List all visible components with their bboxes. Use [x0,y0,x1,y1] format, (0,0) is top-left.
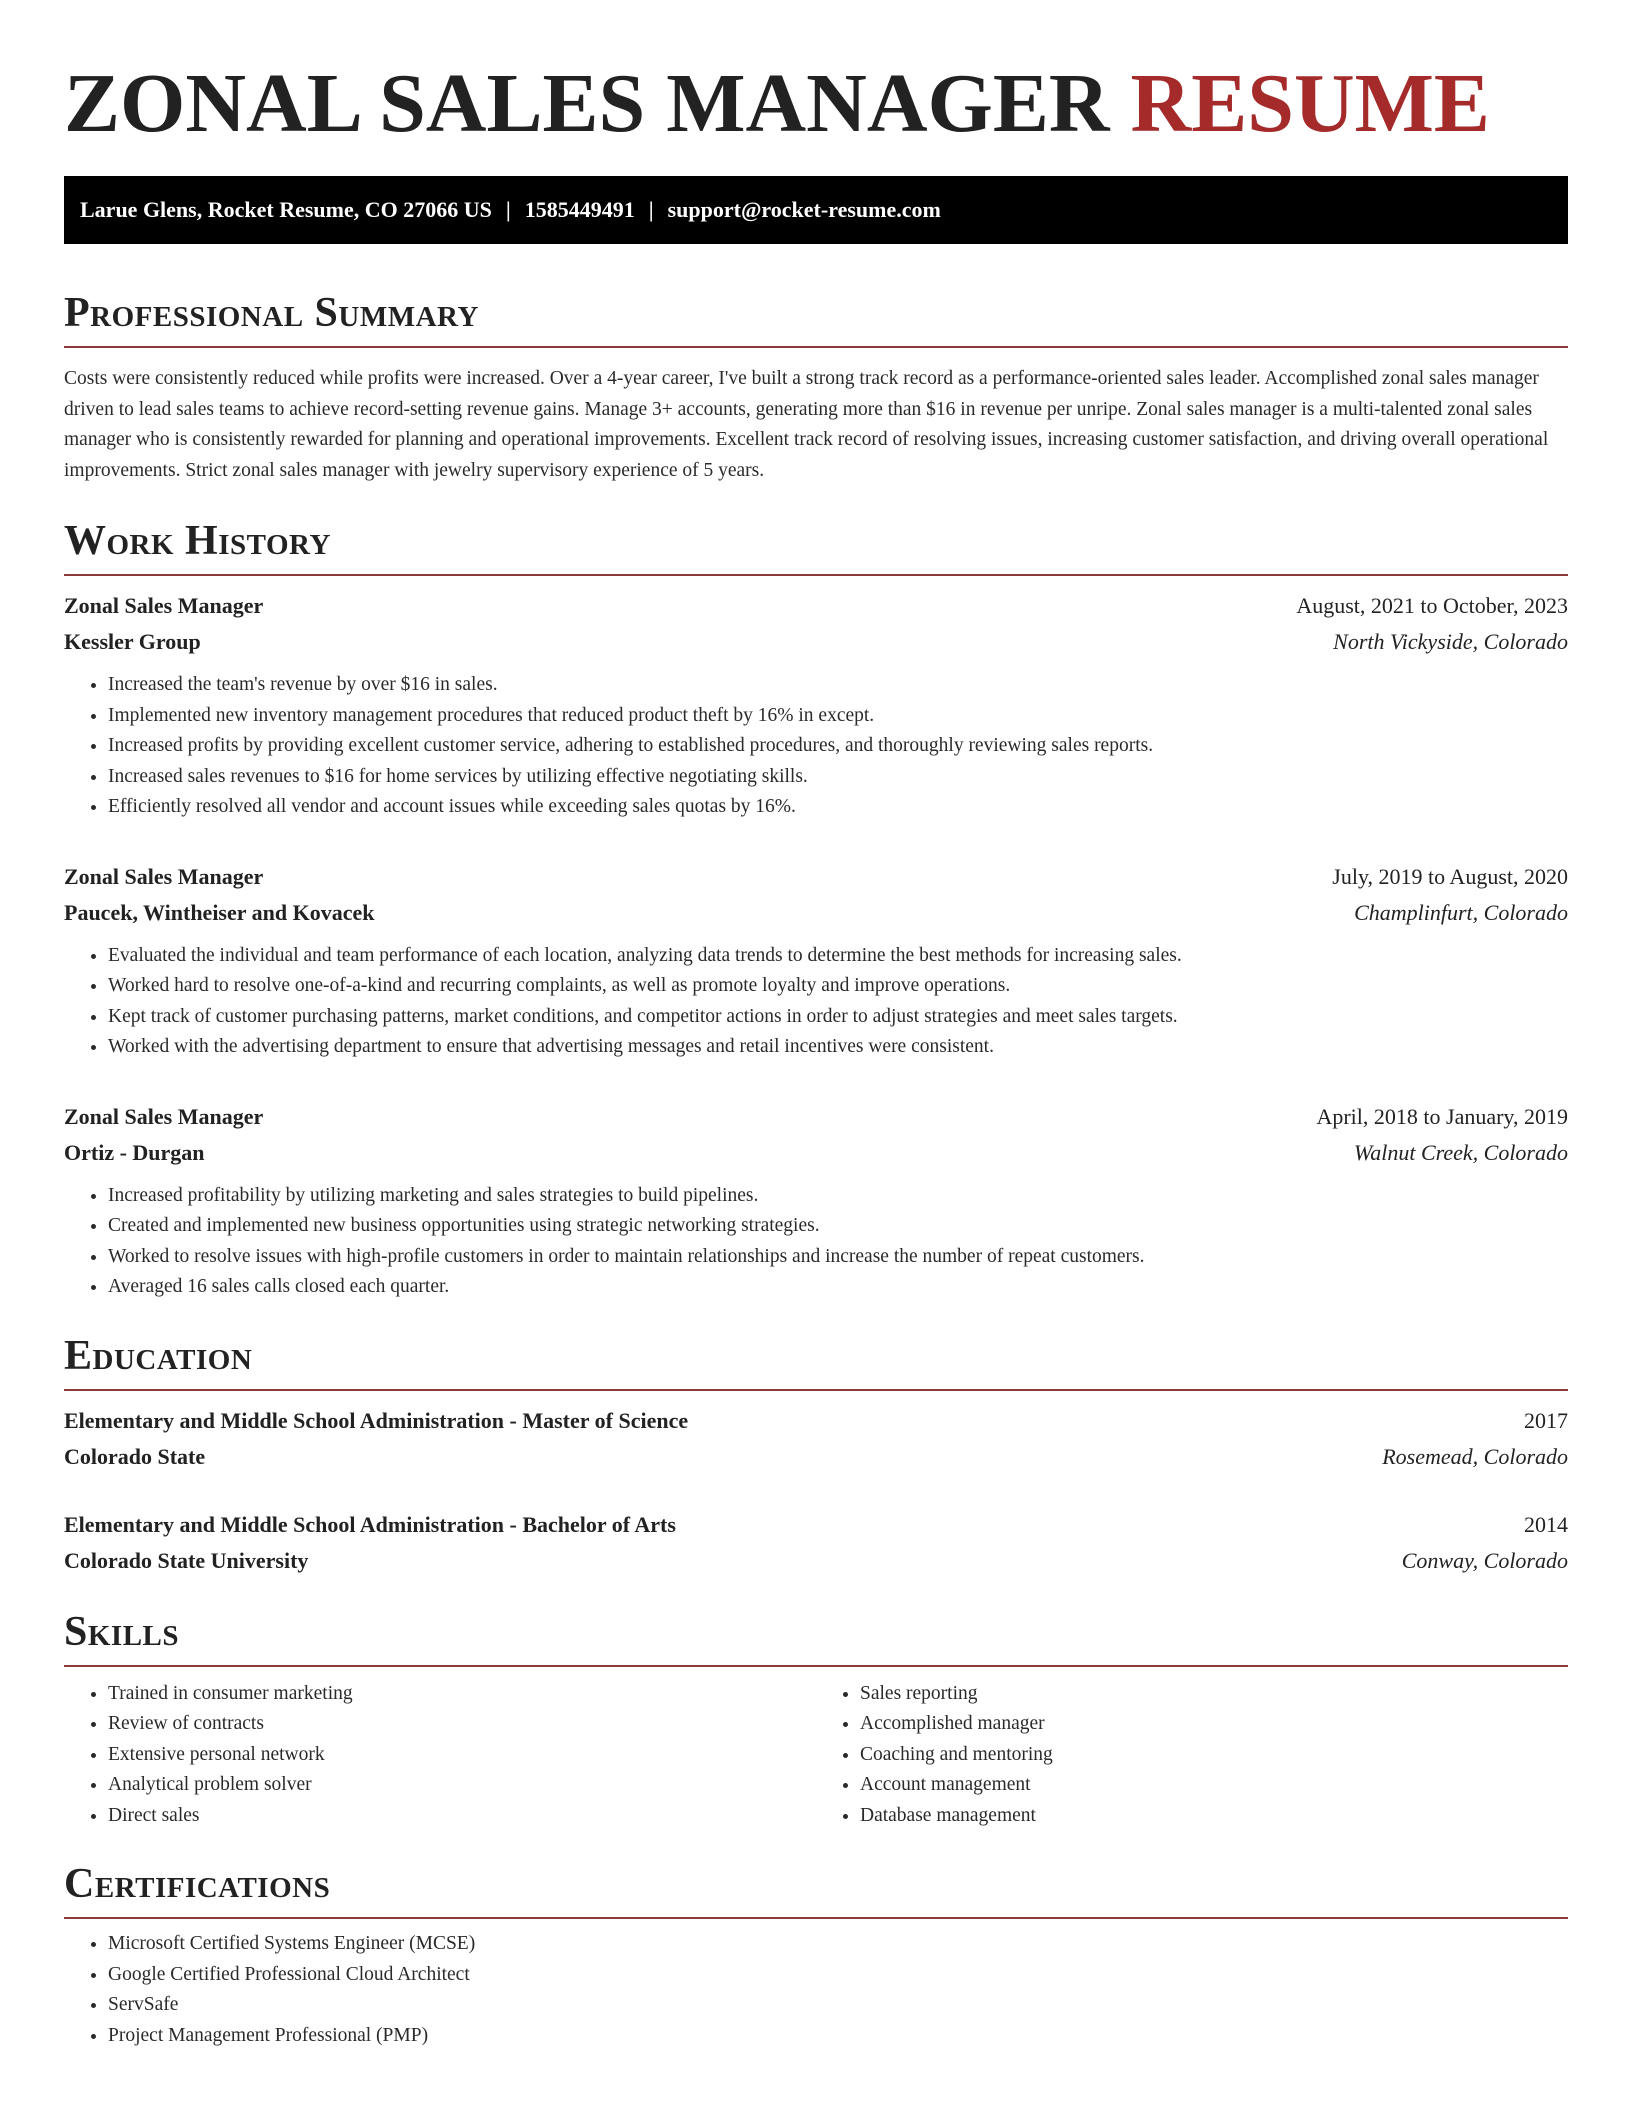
job-location: Champlinfurt, Colorado [1354,899,1568,925]
job-bullets [64,941,1568,1063]
certification-item: • Microsoft Certified Systems Engineer (MCSE) [108,1929,1568,1960]
skill-item: • Review of contracts [108,1709,816,1740]
skills-heading: Skills [64,1607,1568,1667]
job-bullet: • Worked to resolve issues with high-profile customers in order to maintain relationships and increase the number of repeat customers. [108,1242,1568,1273]
job-entry [64,1099,1568,1303]
job-bullet: • Worked hard to resolve one-of-a-kind and recurring complaints, as well as promote loyalty and improve operations. [108,971,1568,1002]
skills-section [64,1607,1568,1832]
education-school: Colorado State [64,1443,206,1469]
certifications-heading: Certifications [64,1859,1568,1919]
job-company-row [64,895,1568,931]
contact-separator: | [505,197,511,222]
education-heading: Education [64,1331,1568,1391]
job-company-row [64,1135,1568,1171]
education-year: 2017 [1524,1407,1568,1433]
job-dates: July, 2019 to August, 2020 [1332,863,1568,889]
job-bullets [64,670,1568,823]
job-bullet: • Increased profitability by utilizing marketing and sales strategies to build pipelines. [108,1181,1568,1212]
job-entry [64,588,1568,823]
skill-item: • Trained in consumer marketing [108,1679,816,1710]
job-bullet: • Increased profits by providing excellent customer service, adhering to established procedures, and thoroughly reviewing sales reports. [108,731,1568,762]
skill-item: • Analytical problem solver [108,1770,816,1801]
skills-grid [64,1679,1568,1832]
job-bullet: • Created and implemented new business opportunities using strategic networking strategies. [108,1211,1568,1242]
job-title: Zonal Sales Manager [64,863,264,889]
job-bullet: • Kept track of customer purchasing patterns, market conditions, and competitor actions in order to adjust strategies and meet sales targets. [108,1002,1568,1033]
job-title: Zonal Sales Manager [64,1103,264,1129]
job-header-row [64,859,1568,895]
contact-separator: | [648,197,654,222]
title-main: ZONAL SALES MANAGER [64,57,1110,150]
contact-bar [64,176,1568,244]
job-title: Zonal Sales Manager [64,593,264,618]
education-year: 2014 [1524,1511,1568,1537]
job-header-row [64,1099,1568,1135]
education-entry [64,1507,1568,1579]
skill-item: • Direct sales [108,1801,816,1832]
education-degree-row [64,1507,1568,1543]
work-history-heading: Work History [64,516,1568,576]
education-section [64,1331,1568,1579]
job-bullet: • Implemented new inventory management procedures that reduced product theft by 16% in except. [108,701,1568,732]
work-history-section [64,516,1568,1303]
education-degree-row [64,1403,1568,1439]
skill-item: • Extensive personal network [108,1740,816,1771]
education-degree: Elementary and Middle School Administration - Bachelor of Arts [64,1511,676,1537]
job-location: Walnut Creek, Colorado [1353,1139,1568,1165]
education-school-row [64,1439,1568,1475]
job-header-row [64,588,1568,624]
skill-item: • Accomplished manager [860,1709,1568,1740]
certification-item: • Google Certified Professional Cloud Architect [108,1960,1568,1991]
job-dates: August, 2021 to October, 2023 [1296,593,1568,618]
skills-list-left [64,1679,816,1832]
job-bullet: • Worked with the advertising department to ensure that advertising messages and retail incentives were consistent. [108,1032,1568,1063]
education-school-row [64,1543,1568,1579]
job-company-row [64,624,1568,660]
skill-item: • Sales reporting [860,1679,1568,1710]
job-bullet: • Evaluated the individual and team performance of each location, analyzing data trends to determine the best methods for increasing sales. [108,941,1568,972]
job-bullet: • Efficiently resolved all vendor and account issues while exceeding sales quotas by 16%. [108,792,1568,823]
summary-heading: Professional Summary [64,288,1568,348]
education-entry [64,1403,1568,1475]
summary-text: Costs were consistently reduced while profits were increased. Over a 4-year career, I've built a strong track record as a performance-oriented sales leader. Accomplished zonal sales manager driven to lead sales teams to achieve record-setting revenue gains. Manage 3+ accounts, generating more than $16 in revenue per unripe. Zonal sales manager is a multi-talented zonal sales manager who is consistently rewarded for planning and operational improvements. Excellent track record of resolving issues, increasing customer satisfaction, and driving overall operational improvements. Strict zonal sales manager with jewelry supervisory experience of 5 years. [64,368,1549,481]
job-company: Ortiz - Durgan [64,1139,205,1165]
certifications-section [64,1859,1568,2051]
skill-item: • Account management [860,1770,1568,1801]
job-bullet: • Increased sales revenues to $16 for home services by utilizing effective negotiating skills. [108,762,1568,793]
job-entry [64,859,1568,1063]
summary-section [64,288,1568,486]
job-dates: April, 2018 to January, 2019 [1316,1103,1568,1129]
contact-address: Larue Glens, Rocket Resume, CO 27066 US [80,197,492,222]
skills-list-right [816,1679,1568,1832]
education-location: Conway, Colorado [1401,1547,1568,1573]
contact-email[interactable]: support@rocket-resume.com [667,197,941,222]
skill-item: • Database management [860,1801,1568,1832]
job-bullet: • Increased the team's revenue by over $16 in sales. [108,670,1568,701]
contact-phone: 1585449491 [524,197,635,222]
education-degree: Elementary and Middle School Administration - Master of Science [64,1407,689,1433]
certifications-list [64,1929,1568,2051]
skill-item: • Coaching and mentoring [860,1740,1568,1771]
job-location: North Vickyside, Colorado [1333,629,1568,654]
education-school: Colorado State University [64,1547,309,1573]
resume-title [64,0,1568,176]
job-company: Paucek, Wintheiser and Kovacek [64,899,375,925]
certification-item: • Project Management Professional (PMP) [108,2021,1568,2052]
title-accent: RESUME [1130,57,1490,150]
certification-item: • ServSafe [108,1990,1568,2021]
job-bullet: • Averaged 16 sales calls closed each quarter. [108,1272,1568,1303]
education-location: Rosemead, Colorado [1382,1443,1568,1469]
job-company: Kessler Group [64,629,201,654]
job-bullets [64,1181,1568,1303]
